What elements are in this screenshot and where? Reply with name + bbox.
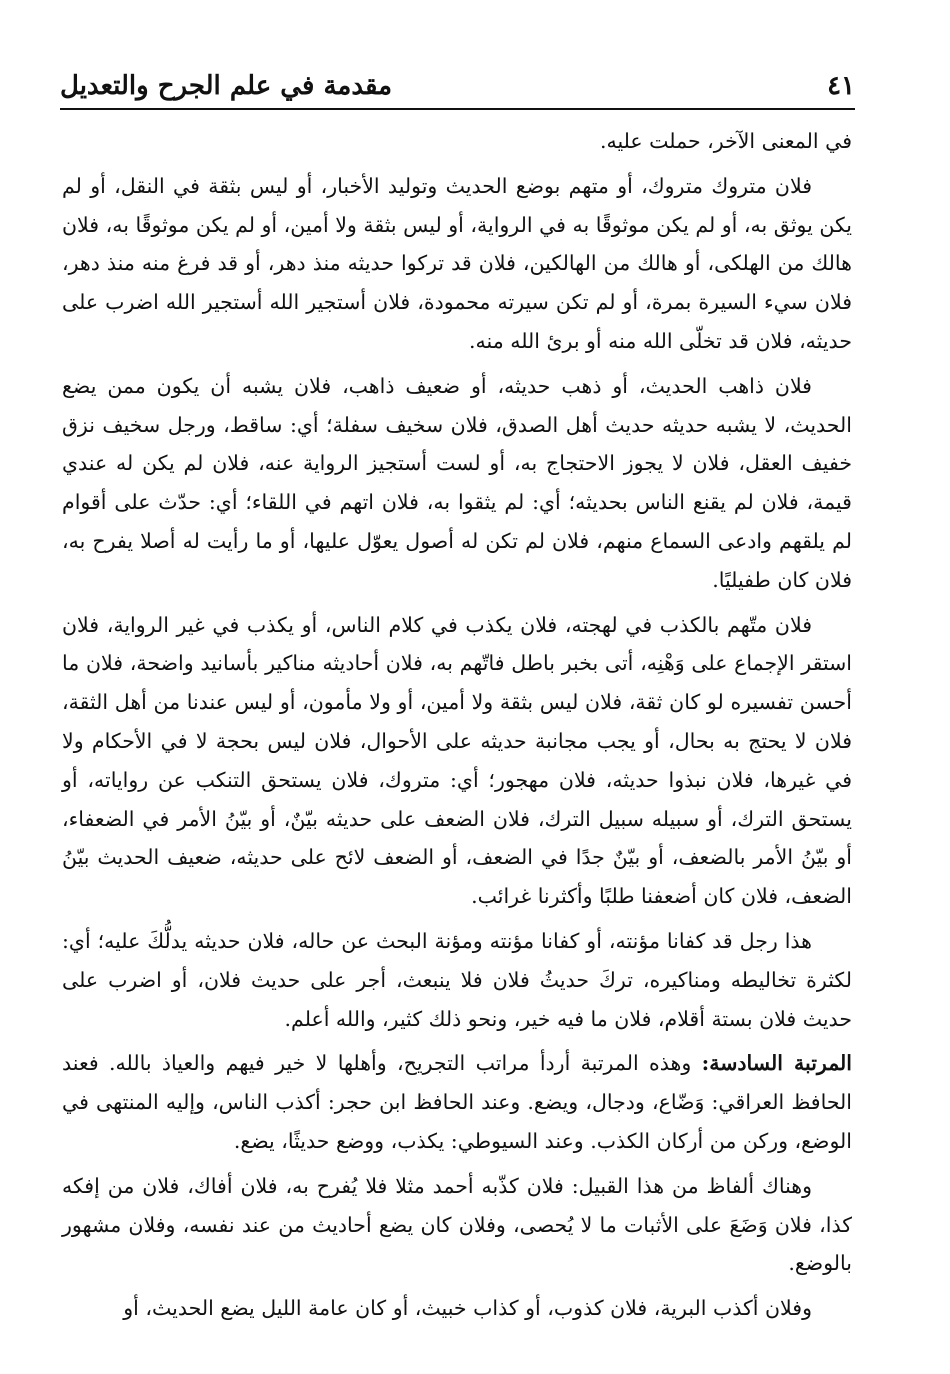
paragraph: هذا رجل قد كفانا مؤنته، أو كفانا مؤنته ومؤنة البحث عن حاله، فلان حديثه يدلُّكَ عليه؛ أي: لكثرة تخاليطه ومناكيره، تركَ حديثُ فلان فلا ينبعث، أجر على حديث فلان، أو اضرب على حديث فلان بستة أقلام، فلان ما فيه خير، ونحو ذلك كثير، والله أعلم. — [62, 928, 852, 1031]
header-rule — [60, 108, 855, 110]
paragraph: في المعنى الآخر، حملت عليه. — [599, 129, 852, 153]
page-number: ٤١ — [827, 71, 855, 101]
running-header — [60, 66, 855, 106]
paragraph: فلان ذاهب الحديث، أو ذهب حديثه، أو ضعيف ذاهب، فلان يشبه أن يكون ممن يضع الحديث، لا يشبه حديثه حديث أهل الصدق، فلان سخيف سفلة؛ أي: ساقط، ورجل سخيف نزق خفيف العقل، فلان لا يجوز الاحتجاج به، أو لست أستجيز الرواية عنه، فلان لم يكن له عندي قيمة، فلان لم يقنع الناس بحديثه؛ أي: لم يثقوا به، فلان اتهم في اللقاء؛ أي: حدّث على أقوام لم يلقهم وادعى السماع منهم، فلان لم تكن له أصول يعوّل عليها، أو ما رأيت له أصلا يفرح به، فلان كان طفيليًا. — [62, 373, 852, 592]
paragraph: فلان متروك متروك، أو متهم بوضع الحديث وتوليد الأخبار، أو ليس بثقة في النقل، أو لم يكن يوثق به، أو لم يكن موثوقًا به في الرواية، أو ليس بثقة ولا أمين، أو لم يكن موثوقًا به، فلان هالك من الهلكى، أو هالك من الهالكين، فلان قد تركوا حديثه منذ دهر، أو قد فرغ منه منذ دهر، فلان سيء السيرة بمرة، أو لم تكن سيرته محمودة، فلان أستجير الله أستجير الله اضرب على حديثه، فلان قد تخلّى الله منه أو برئ الله منه. — [62, 173, 852, 353]
paragraph-rank-six: المرتبة السادسة: وهذه المرتبة أردأ مراتب التجريح، وأهلها لا خير فيهم والعياذ بالله. فعند الحافظ العراقي: وَضّاع، ودجال، ويضع. وعند الحافظ ابن حجر: أكذب الناس، وإليه المنتهى في الوضع، وركن من أركان الكذب. وعند السيوطي: يكذب، ووضع حديثًا، يضع. — [62, 1051, 852, 1153]
body-text — [62, 122, 852, 1334]
header-title: مقدمة في علم الجرح والتعديل — [60, 71, 393, 101]
paragraph: فلان متّهم بالكذب في لهجته، فلان يكذب في كلام الناس، أو يكذب في غير الرواية، فلان استقر الإجماع على وَهْنِه، أتى بخبر باطل فاتّهم به، فلان أحاديثه مناكير بأسانيد واضحة، فلان ما أحسن تفسيره لو كان ثقة، فلان ليس بثقة ولا أمين، أو ولا مأمون، أو ليس عندنا من أهل الثقة، فلان لا يحتج به بحال، أو يجب مجانبة حديثه على الأحوال، فلان ليس بحجة لا في الأحكام ولا في غيرها، فلان نبذوا حديثه، فلان مهجور؛ أي: متروك، فلان يستحق التنكب عن رواياته، أو يستحق الترك، أو سبيله سبيل الترك، فلان الضعف على حديثه بيّنٌ، أو بيّنُ الأمر في الضعفاء، أو بيّنُ الأمر بالضعف، أو بيّنٌ جدًا في الضعف، أو الضعف لائح على حديثه، ضعيف الحديث بيّنُ الضعف، فلان كان أضعفنا طلبًا وأكثرنا غرائب. — [62, 612, 852, 909]
section-label: المرتبة السادسة: — [701, 1051, 852, 1076]
paragraph: وهناك ألفاظ من هذا القبيل: فلان كذّبه أحمد مثلا فلا يُفرح به، فلان أفاك، فلان من إفكه كذا، فلان وَضَعَ على الأثبات ما لا يُحصى، وفلان كان يضع أحاديث من عند نفسه، وفلان مشهور بالوضع. — [62, 1173, 852, 1276]
paragraph: وفلان أكذب البرية، فلان كذوب، أو كذاب خبيث، أو كان عامة الليل يضع الحديث، أو — [123, 1296, 812, 1321]
